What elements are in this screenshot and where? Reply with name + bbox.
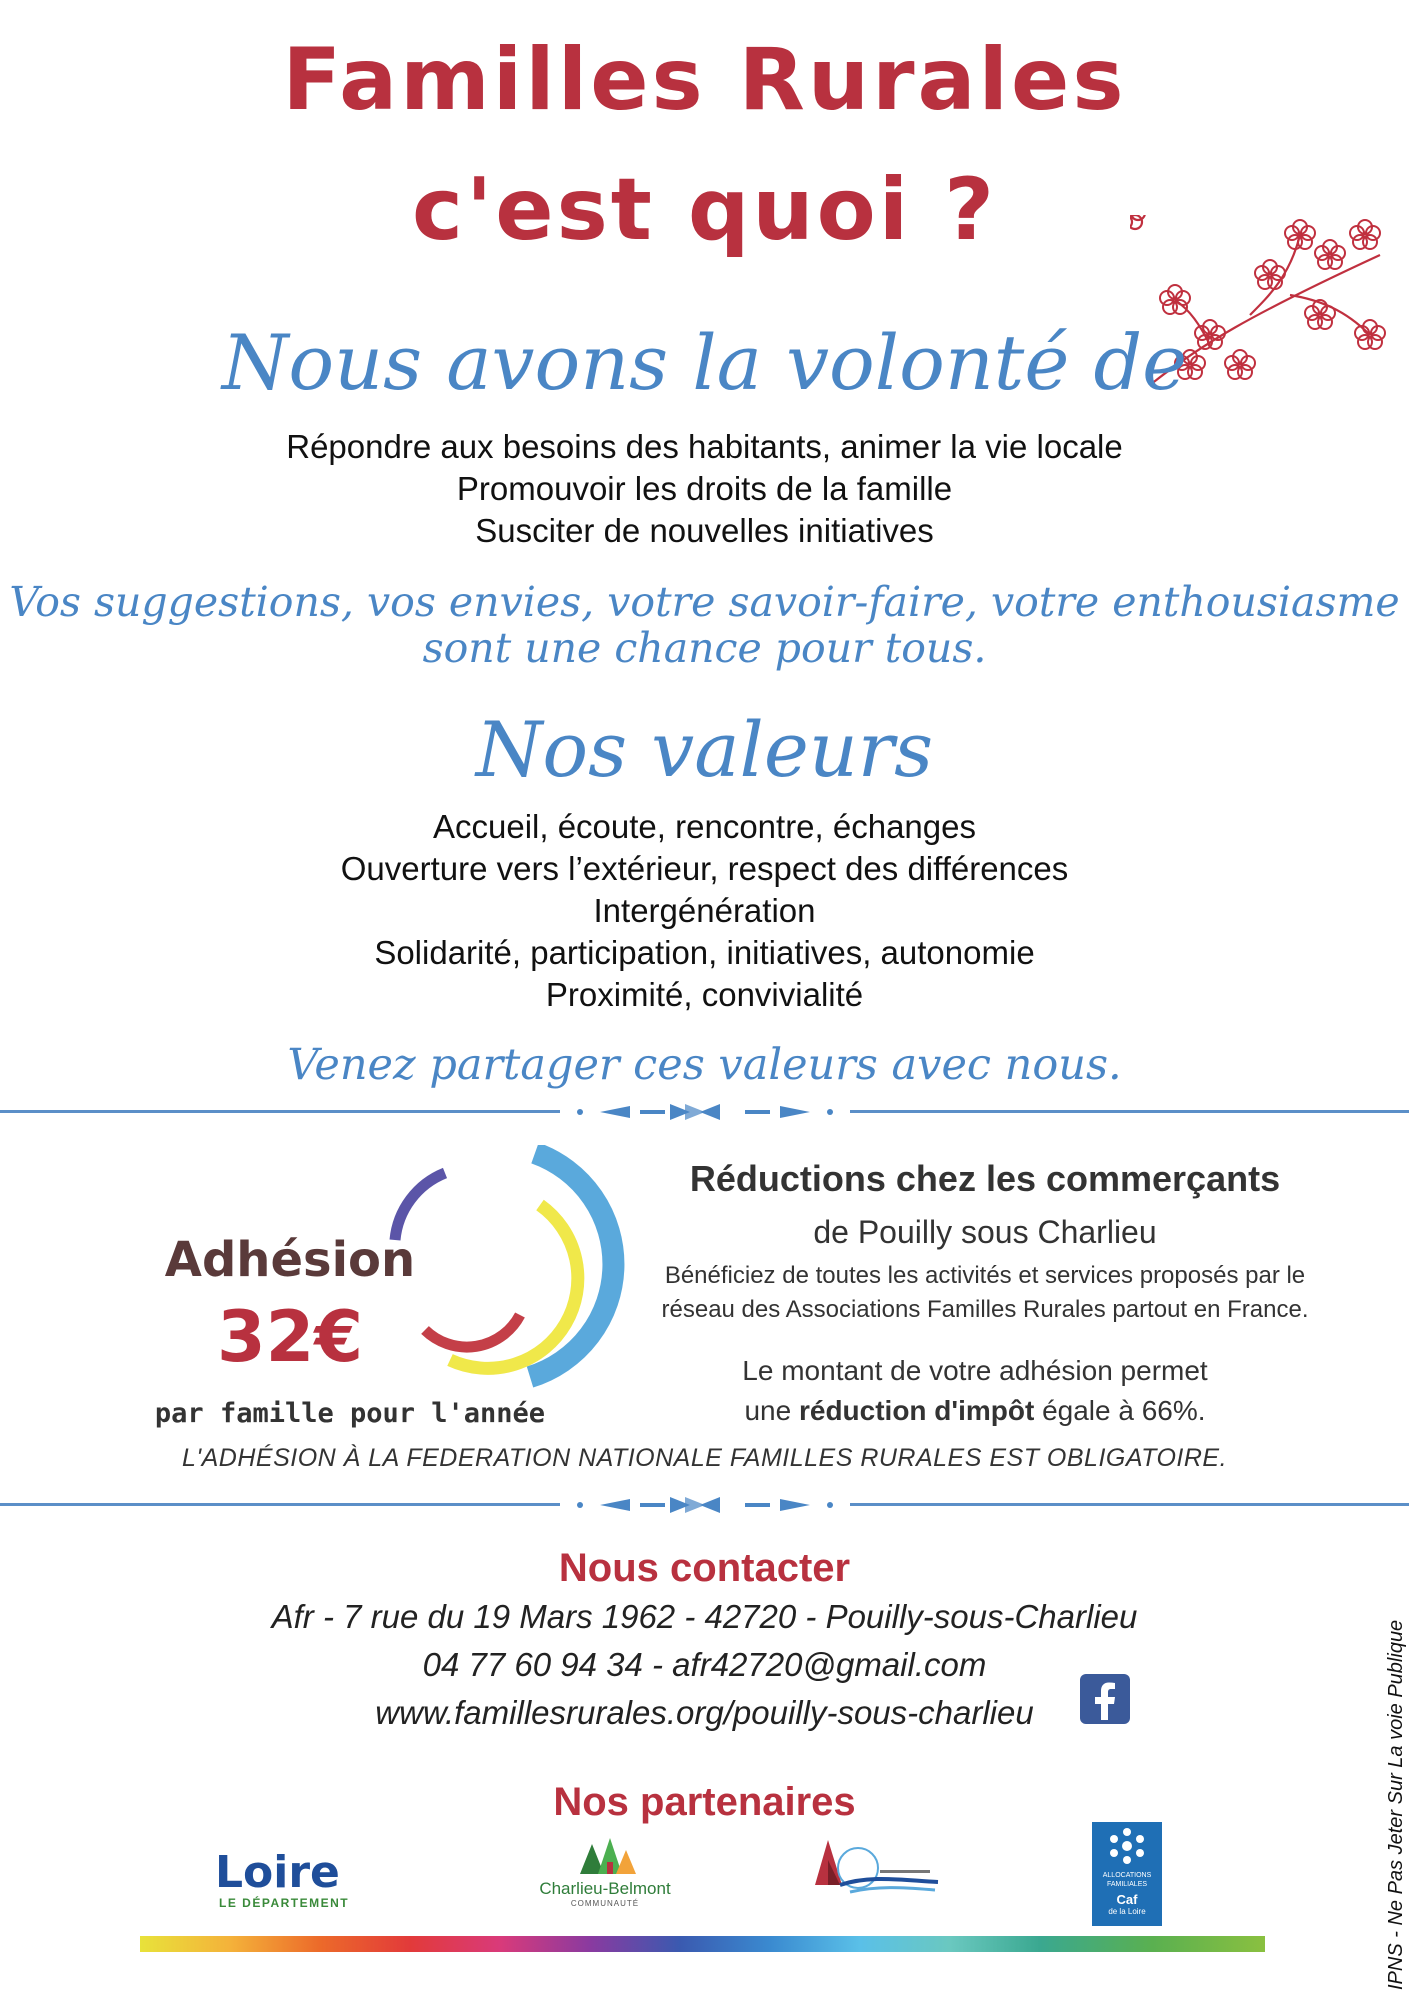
pouilly-town-logo (810, 1830, 940, 1900)
valeurs-tagline: Venez partager ces valeurs avec nous. (287, 1040, 1122, 1090)
title-line-2: c'est quoi ? (411, 160, 998, 260)
benefit-line-1: Bénéficiez de toutes les activités et services proposés par le (664, 1262, 1306, 1289)
partners-heading: Nos partenaires (553, 1780, 856, 1824)
valeurs-item-2: Ouverture vers l’extérieur, respect des différences (340, 850, 1069, 887)
ipns-side-note: IPNS - Ne Pas Jeter Sur La voie Publique (1385, 1619, 1407, 1990)
volonte-item-3: Susciter de nouvelles initiatives (475, 512, 934, 549)
adhesion-label: Adhésion (164, 1232, 416, 1288)
caf-line-2: FAMILIALES (1106, 1881, 1148, 1888)
loire-logo-name: Loire (215, 1847, 340, 1898)
tax-line-2-post: égale à 66%. (1042, 1395, 1206, 1426)
valeurs-item-5: Proximité, convivialité (545, 976, 864, 1013)
charlieu-logo-sub: COMMUNAUTÉ (570, 1899, 640, 1908)
caf-logo (1092, 1822, 1162, 1926)
facebook-icon[interactable] (1080, 1674, 1130, 1724)
caf-snowflake-icon (1105, 1826, 1149, 1866)
valeurs-heading: Nos valeurs (475, 705, 934, 794)
title-line-1: Familles Rurales (282, 30, 1127, 130)
loire-logo (215, 1847, 375, 1920)
caf-line-1: ALLOCATIONS (1102, 1872, 1152, 1879)
tax-reduction-bold: réduction d'impôt (798, 1395, 1035, 1426)
valeurs-item-1: Accueil, écoute, rencontre, échanges (432, 808, 976, 845)
contact-website-link[interactable]: www.famillesrurales.org/pouilly-sous-charlieu (375, 1694, 1034, 1731)
adhesion-price: 32€ (216, 1296, 364, 1378)
valeurs-item-3: Intergénération (593, 892, 816, 929)
loire-logo-sub: LE DÉPARTEMENT (219, 1896, 350, 1910)
tax-line-2 (630, 1395, 1320, 1427)
caf-sub: de la Loire (1108, 1907, 1146, 1916)
charlieu-belmont-logo (520, 1836, 690, 1926)
contact-address: Afr - 7 rue du 19 Mars 1962 - 42720 - Pouilly-sous-Charlieu (271, 1598, 1138, 1635)
volonte-heading: Nous avons la volonté de (221, 318, 1188, 407)
contact-phone-email[interactable]: 04 77 60 94 34 - afr42720@gmail.com (422, 1646, 987, 1683)
volonte-tagline-2: sont une chance pour tous. (422, 624, 987, 672)
reductions-title: Réductions chez les commerçants (689, 1158, 1281, 1199)
benefit-line-2: réseau des Associations Familles Rurales partout en France. (661, 1296, 1309, 1323)
charlieu-logo-name: Charlieu-Belmont (539, 1879, 671, 1898)
reductions-subtitle: de Pouilly sous Charlieu (813, 1214, 1157, 1250)
volonte-tagline-1: Vos suggestions, vos envies, votre savoir-faire, votre enthousiasme (9, 578, 1400, 626)
volonte-item-2: Promouvoir les droits de la famille (456, 470, 953, 507)
divider-ornament (560, 1491, 850, 1519)
valeurs-item-4: Solidarité, participation, initiatives, autonomie (374, 934, 1035, 971)
rainbow-bar (140, 1936, 1265, 1952)
contact-heading: Nous contacter (558, 1546, 851, 1590)
adhesion-per: par famille pour l'année (154, 1398, 546, 1429)
divider-ornament (560, 1098, 850, 1126)
charlieu-trees-icon (570, 1836, 640, 1874)
tax-line-1: Le montant de votre adhésion permet (742, 1355, 1208, 1386)
volonte-item-1: Répondre aux besoins des habitants, animer la vie locale (286, 428, 1123, 465)
caf-brand: Caf (1116, 1892, 1138, 1907)
mandatory-notice: L'ADHÉSION À LA FEDERATION NATIONALE FAMILLES RURALES EST OBLIGATOIRE. (181, 1444, 1228, 1472)
tax-line-2-pre: une (744, 1395, 792, 1426)
